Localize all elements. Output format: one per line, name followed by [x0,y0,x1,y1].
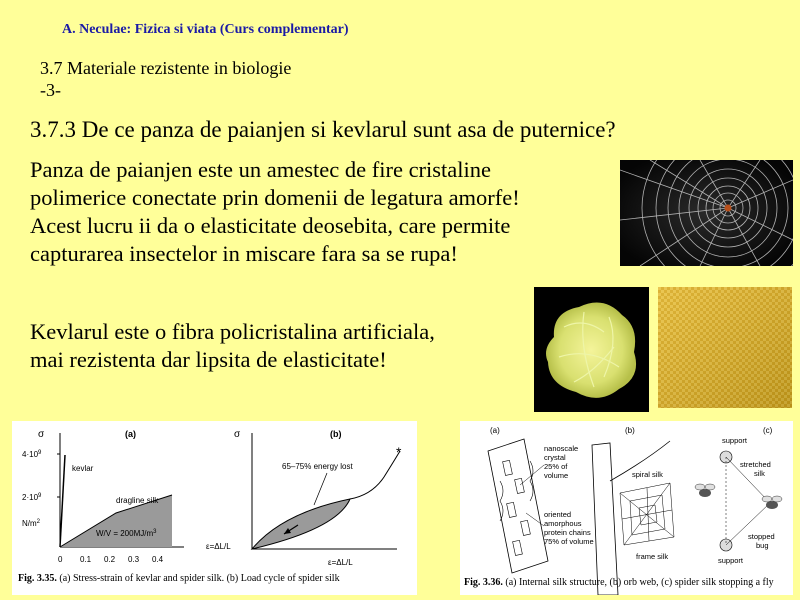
paragraph-kevlar [30,318,435,374]
stretched-silk-label: silk [754,469,765,478]
stopped-bug-label: stopped [748,532,775,541]
orb-web [620,483,674,545]
hysteresis-loop [252,499,350,549]
panel-a-label: (a) [490,426,500,435]
kevlar-fabric-photo [658,287,792,408]
nanoscale-label: crystal [544,453,566,462]
y-tick-label: $4\cdot 10^9$ [22,450,42,459]
nanoscale-label: 25% of [544,462,568,471]
figure-silk-structure [460,421,793,595]
branch [592,443,618,595]
figure-caption: Fig. 3.36. (a) Internal silk structure, (b) orb web, (c) spider silk stopping a fly [464,577,774,588]
kevlar-label: kevlar [72,464,94,473]
oriented-label: oriented [544,510,572,519]
support-top-label: support [722,436,748,445]
panel-b-label: (b) [625,426,635,435]
page-number: -3- [40,80,61,100]
y-tick-label: $2\cdot 10^9$ [22,493,42,502]
break-star: * [396,444,402,460]
kevlar-curve [60,455,65,547]
x-tick-label: 0 [58,555,63,564]
paragraph-line: Acest lucru ii da o elasticitate deosebita, care permite [30,213,511,238]
x-tick-label: 0.3 [128,555,140,564]
kevlar-fiber-photo [534,287,649,412]
x-tick-label: 0.1 [80,555,92,564]
stretched-silk-label: stretched [740,460,771,469]
load-curve [350,451,400,499]
energy-lost-label: 65–75% energy lost [282,462,353,471]
spiral-silk-label: spiral silk [632,470,663,479]
stopped-bug-label: bug [756,541,769,550]
panel-a-label: (a) [125,429,136,439]
paragraph-line: capturarea insectelor in miscare fara sa se rupa! [30,241,458,266]
sigma-label-b: σ [234,429,241,440]
spider-web-photo [620,160,793,266]
figure-caption: Fig. 3.35. (a) Stress-strain of kevlar and spider silk. (b) Load cycle of spider silk [18,573,340,584]
oriented-label: protein chains [544,528,591,537]
panel-b-label: (b) [330,429,342,439]
x-tick-label: 0.2 [104,555,116,564]
nanoscale-label: nanoscale [544,444,579,453]
energy-density-label: $W/V = 200MJ/m^3$ [96,529,157,538]
paragraph-line: mai rezistenta dar lipsita de elasticitate! [30,347,387,372]
nanoscale-label: volume [544,471,569,480]
frame-silk-label: frame silk [636,552,669,561]
fly-icon [695,484,715,497]
question-heading: 3.7.3 De ce panza de paianjen si kevlarul sunt asa de puternice? [30,117,616,142]
paragraph-line: Panza de paianjen este un amestec de fire cristaline [30,157,492,182]
sigma-label: σ [38,429,45,440]
oriented-label: amorphous [544,519,582,528]
support-bottom-label: support [718,556,744,565]
x-tick-label: 0.4 [152,555,164,564]
strain-a-label: ε=ΔL/L [206,542,231,551]
paragraph-line: polimerice conectate prin domenii de legatura amorfe! [30,185,520,210]
section-heading [40,57,291,101]
y-unit-label: $N/m^2$ [22,519,41,528]
figure-stress-strain [12,421,417,595]
strain-b-label: ε=ΔL/L [328,558,353,567]
dragline-label: dragline silk [116,496,159,505]
oriented-label: 75% of volume [544,537,594,546]
course-header: A. Neculae: Fizica si viata (Curs complementar) [62,22,349,37]
paragraph-line: Kevlarul este o fibra policristalina artificiala, [30,319,435,344]
fly-icon [762,496,782,509]
panel-c-label: (c) [763,426,773,435]
section-title: 3.7 Materiale rezistente in biologie [40,58,292,78]
paragraph-spider-silk [30,156,520,268]
